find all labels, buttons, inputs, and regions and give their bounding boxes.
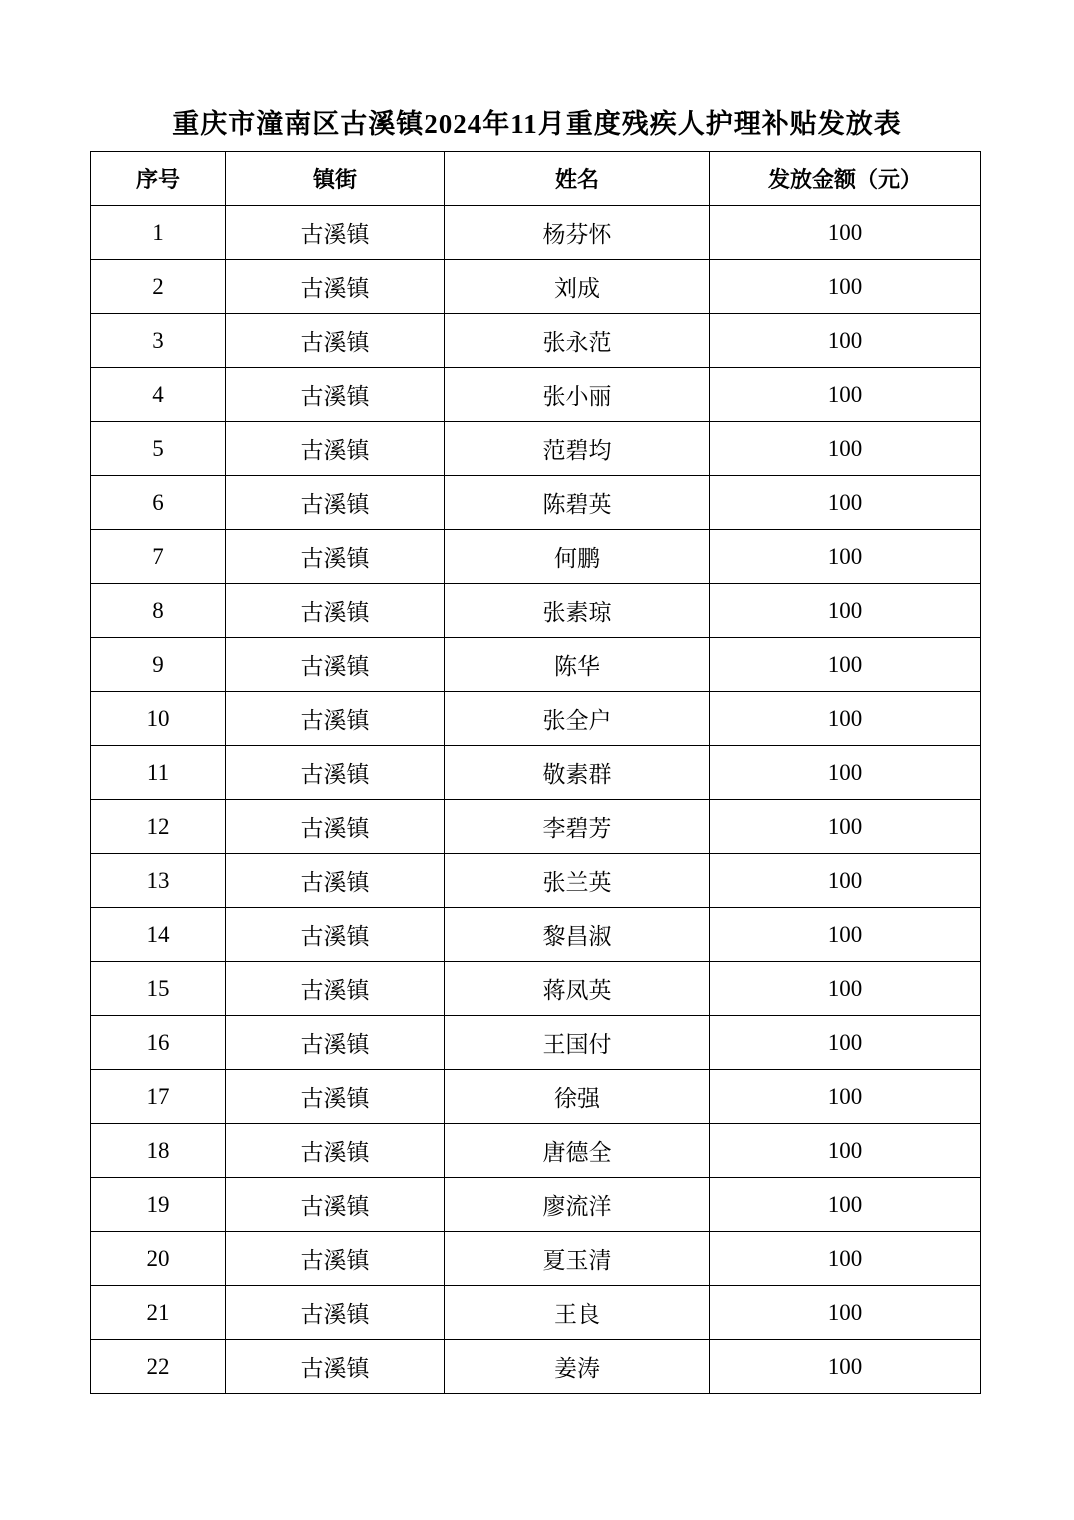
cell-amount: 100 [710, 1016, 981, 1070]
cell-serial-number: 9 [91, 638, 226, 692]
table-row [91, 476, 981, 530]
cell-town: 古溪镇 [226, 638, 445, 692]
cell-serial-number: 11 [91, 746, 226, 800]
table-row [91, 1232, 981, 1286]
cell-name: 张永范 [445, 314, 710, 368]
cell-name: 张兰英 [445, 854, 710, 908]
table-row [91, 530, 981, 584]
cell-amount: 100 [710, 800, 981, 854]
cell-serial-number: 4 [91, 368, 226, 422]
cell-name: 刘成 [445, 260, 710, 314]
cell-serial-number: 17 [91, 1070, 226, 1124]
header-amount: 发放金额（元） [710, 152, 981, 206]
cell-serial-number: 21 [91, 1286, 226, 1340]
cell-name: 姜涛 [445, 1340, 710, 1394]
cell-amount: 100 [710, 368, 981, 422]
cell-serial-number: 13 [91, 854, 226, 908]
cell-town: 古溪镇 [226, 476, 445, 530]
table-row [91, 314, 981, 368]
cell-amount: 100 [710, 746, 981, 800]
cell-name: 李碧芳 [445, 800, 710, 854]
document-title: 重庆市潼南区古溪镇2024年11月重度残疾人护理补贴发放表 [172, 109, 902, 139]
header-serial-number: 序号 [91, 152, 226, 206]
cell-amount: 100 [710, 206, 981, 260]
table-row [91, 368, 981, 422]
cell-name: 敬素群 [445, 746, 710, 800]
cell-serial-number: 15 [91, 962, 226, 1016]
cell-amount: 100 [710, 908, 981, 962]
cell-serial-number: 8 [91, 584, 226, 638]
cell-amount: 100 [710, 422, 981, 476]
subsidy-table [90, 151, 981, 1394]
table-row [91, 1178, 981, 1232]
cell-name: 王良 [445, 1286, 710, 1340]
cell-amount: 100 [710, 314, 981, 368]
table-header-row [91, 152, 981, 206]
cell-town: 古溪镇 [226, 530, 445, 584]
cell-town: 古溪镇 [226, 1016, 445, 1070]
cell-town: 古溪镇 [226, 260, 445, 314]
cell-amount: 100 [710, 1178, 981, 1232]
table-row [91, 1124, 981, 1178]
table-row [91, 1340, 981, 1394]
cell-name: 范碧均 [445, 422, 710, 476]
cell-serial-number: 20 [91, 1232, 226, 1286]
cell-serial-number: 14 [91, 908, 226, 962]
cell-serial-number: 1 [91, 206, 226, 260]
cell-serial-number: 7 [91, 530, 226, 584]
table-row [91, 854, 981, 908]
cell-serial-number: 12 [91, 800, 226, 854]
cell-serial-number: 16 [91, 1016, 226, 1070]
table-row [91, 1070, 981, 1124]
table-row [91, 962, 981, 1016]
cell-serial-number: 6 [91, 476, 226, 530]
cell-town: 古溪镇 [226, 584, 445, 638]
cell-amount: 100 [710, 1340, 981, 1394]
cell-town: 古溪镇 [226, 1178, 445, 1232]
cell-town: 古溪镇 [226, 962, 445, 1016]
cell-name: 陈碧英 [445, 476, 710, 530]
cell-name: 张小丽 [445, 368, 710, 422]
cell-name: 张全户 [445, 692, 710, 746]
cell-name: 廖流洋 [445, 1178, 710, 1232]
cell-town: 古溪镇 [226, 1070, 445, 1124]
cell-town: 古溪镇 [226, 800, 445, 854]
cell-name: 何鹏 [445, 530, 710, 584]
cell-town: 古溪镇 [226, 1286, 445, 1340]
cell-amount: 100 [710, 1124, 981, 1178]
table-row [91, 584, 981, 638]
cell-name: 王国付 [445, 1016, 710, 1070]
cell-serial-number: 18 [91, 1124, 226, 1178]
cell-serial-number: 10 [91, 692, 226, 746]
cell-amount: 100 [710, 1232, 981, 1286]
cell-town: 古溪镇 [226, 422, 445, 476]
cell-serial-number: 22 [91, 1340, 226, 1394]
table-row [91, 908, 981, 962]
cell-amount: 100 [710, 692, 981, 746]
cell-serial-number: 2 [91, 260, 226, 314]
table-row [91, 422, 981, 476]
cell-name: 徐强 [445, 1070, 710, 1124]
cell-name: 蒋凤英 [445, 962, 710, 1016]
cell-amount: 100 [710, 476, 981, 530]
table-row [91, 746, 981, 800]
cell-serial-number: 19 [91, 1178, 226, 1232]
cell-amount: 100 [710, 584, 981, 638]
cell-town: 古溪镇 [226, 314, 445, 368]
table-row [91, 260, 981, 314]
table-body [91, 206, 981, 1394]
cell-town: 古溪镇 [226, 746, 445, 800]
cell-town: 古溪镇 [226, 1124, 445, 1178]
cell-serial-number: 5 [91, 422, 226, 476]
cell-amount: 100 [710, 638, 981, 692]
cell-name: 唐德全 [445, 1124, 710, 1178]
cell-name: 夏玉清 [445, 1232, 710, 1286]
table-row [91, 1286, 981, 1340]
cell-amount: 100 [710, 530, 981, 584]
cell-town: 古溪镇 [226, 206, 445, 260]
cell-name: 黎昌淑 [445, 908, 710, 962]
cell-amount: 100 [710, 1286, 981, 1340]
table-row [91, 638, 981, 692]
cell-name: 陈华 [445, 638, 710, 692]
cell-town: 古溪镇 [226, 908, 445, 962]
cell-town: 古溪镇 [226, 854, 445, 908]
cell-serial-number: 3 [91, 314, 226, 368]
cell-name: 杨芬怀 [445, 206, 710, 260]
cell-town: 古溪镇 [226, 692, 445, 746]
header-name: 姓名 [445, 152, 710, 206]
cell-amount: 100 [710, 854, 981, 908]
header-town: 镇街 [226, 152, 445, 206]
cell-name: 张素琼 [445, 584, 710, 638]
cell-amount: 100 [710, 1070, 981, 1124]
cell-amount: 100 [710, 962, 981, 1016]
cell-town: 古溪镇 [226, 1232, 445, 1286]
table-row [91, 800, 981, 854]
cell-town: 古溪镇 [226, 1340, 445, 1394]
table-row [91, 206, 981, 260]
cell-town: 古溪镇 [226, 368, 445, 422]
cell-amount: 100 [710, 260, 981, 314]
table-row [91, 692, 981, 746]
table-row [91, 1016, 981, 1070]
